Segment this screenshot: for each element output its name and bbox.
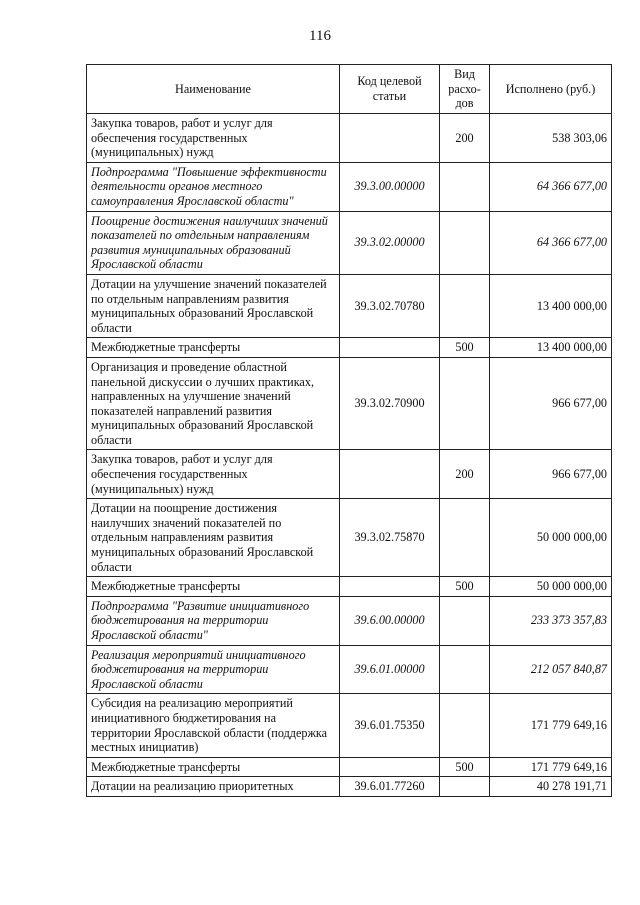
cell-code	[340, 577, 440, 597]
cell-code: 39.6.00.00000	[340, 596, 440, 645]
cell-code: 39.3.00.00000	[340, 162, 440, 211]
table-row	[87, 211, 612, 274]
cell-sum: 50 000 000,00	[490, 499, 612, 577]
cell-sum: 966 677,00	[490, 450, 612, 499]
cell-code	[340, 338, 440, 358]
cell-sum: 171 779 649,16	[490, 694, 612, 757]
cell-code: 39.3.02.75870	[340, 499, 440, 577]
cell-name: Организация и проведение областной панельной дискуссии о лучших практиках, направленных на улучшение значений показателей направлений развития муниципальных образований Ярославской области	[87, 357, 340, 450]
table-row	[87, 357, 612, 450]
table-row	[87, 274, 612, 337]
cell-kind	[440, 645, 490, 694]
cell-kind: 500	[440, 757, 490, 777]
cell-kind: 200	[440, 450, 490, 499]
table-row	[87, 757, 612, 777]
cell-name: Межбюджетные трансферты	[87, 338, 340, 358]
table-row	[87, 596, 612, 645]
cell-sum: 13 400 000,00	[490, 338, 612, 358]
cell-name: Дотации на поощрение достижения наилучших значений показателей по отдельным направлениям развития муниципальных образований Ярославской области	[87, 499, 340, 577]
cell-kind	[440, 357, 490, 450]
cell-sum: 64 366 677,00	[490, 211, 612, 274]
cell-kind	[440, 162, 490, 211]
cell-code: 39.3.02.70900	[340, 357, 440, 450]
cell-sum: 50 000 000,00	[490, 577, 612, 597]
header-kind: Вид расхо-дов	[440, 65, 490, 114]
cell-name: Закупка товаров, работ и услуг для обеспечения государственных (муниципальных) нужд	[87, 450, 340, 499]
table-row	[87, 694, 612, 757]
cell-code: 39.6.01.77260	[340, 777, 440, 797]
cell-name: Подпрограмма "Повышение эффективности деятельности органов местного самоуправления Ярославской области"	[87, 162, 340, 211]
cell-name: Поощрение достижения наилучших значений показателей по отдельным направлениям развития муниципальных образований Ярославской области	[87, 211, 340, 274]
header-code: Код целевой статьи	[340, 65, 440, 114]
cell-kind	[440, 274, 490, 337]
table-row	[87, 162, 612, 211]
cell-name: Реализация мероприятий инициативного бюджетирования на территории Ярославской области	[87, 645, 340, 694]
cell-code: 39.3.02.00000	[340, 211, 440, 274]
table-row	[87, 645, 612, 694]
cell-name: Дотации на улучшение значений показателей по отдельным направлениям развития муниципальных образований Ярославской области	[87, 274, 340, 337]
cell-sum: 64 366 677,00	[490, 162, 612, 211]
cell-kind: 500	[440, 577, 490, 597]
cell-name: Межбюджетные трансферты	[87, 757, 340, 777]
cell-name: Межбюджетные трансферты	[87, 577, 340, 597]
cell-code: 39.3.02.70780	[340, 274, 440, 337]
cell-code	[340, 450, 440, 499]
table-row	[87, 114, 612, 163]
header-name: Наименование	[87, 65, 340, 114]
cell-kind	[440, 596, 490, 645]
cell-kind	[440, 777, 490, 797]
cell-sum: 233 373 357,83	[490, 596, 612, 645]
table-row	[87, 499, 612, 577]
table-header-row	[87, 65, 612, 114]
table-row	[87, 577, 612, 597]
cell-code: 39.6.01.75350	[340, 694, 440, 757]
cell-kind	[440, 499, 490, 577]
cell-sum: 966 677,00	[490, 357, 612, 450]
cell-sum: 171 779 649,16	[490, 757, 612, 777]
table-body	[87, 114, 612, 797]
cell-code	[340, 757, 440, 777]
cell-sum: 13 400 000,00	[490, 274, 612, 337]
budget-table	[86, 64, 612, 797]
cell-name: Закупка товаров, работ и услуг для обеспечения государственных (муниципальных) нужд	[87, 114, 340, 163]
cell-code	[340, 114, 440, 163]
cell-sum: 538 303,06	[490, 114, 612, 163]
cell-sum: 212 057 840,87	[490, 645, 612, 694]
cell-sum: 40 278 191,71	[490, 777, 612, 797]
cell-kind	[440, 694, 490, 757]
cell-kind: 500	[440, 338, 490, 358]
cell-kind: 200	[440, 114, 490, 163]
table-row	[87, 338, 612, 358]
table-row	[87, 450, 612, 499]
cell-name: Субсидия на реализацию мероприятий инициативного бюджетирования на территории Ярославской области (поддержка местных инициатив)	[87, 694, 340, 757]
cell-name: Подпрограмма "Развитие инициативного бюджетирования на территории Ярославской области"	[87, 596, 340, 645]
cell-kind	[440, 211, 490, 274]
page-number: 116	[309, 28, 331, 44]
cell-name: Дотации на реализацию приоритетных	[87, 777, 340, 797]
cell-code: 39.6.01.00000	[340, 645, 440, 694]
header-sum: Исполнено (руб.)	[490, 65, 612, 114]
table-row	[87, 777, 612, 797]
